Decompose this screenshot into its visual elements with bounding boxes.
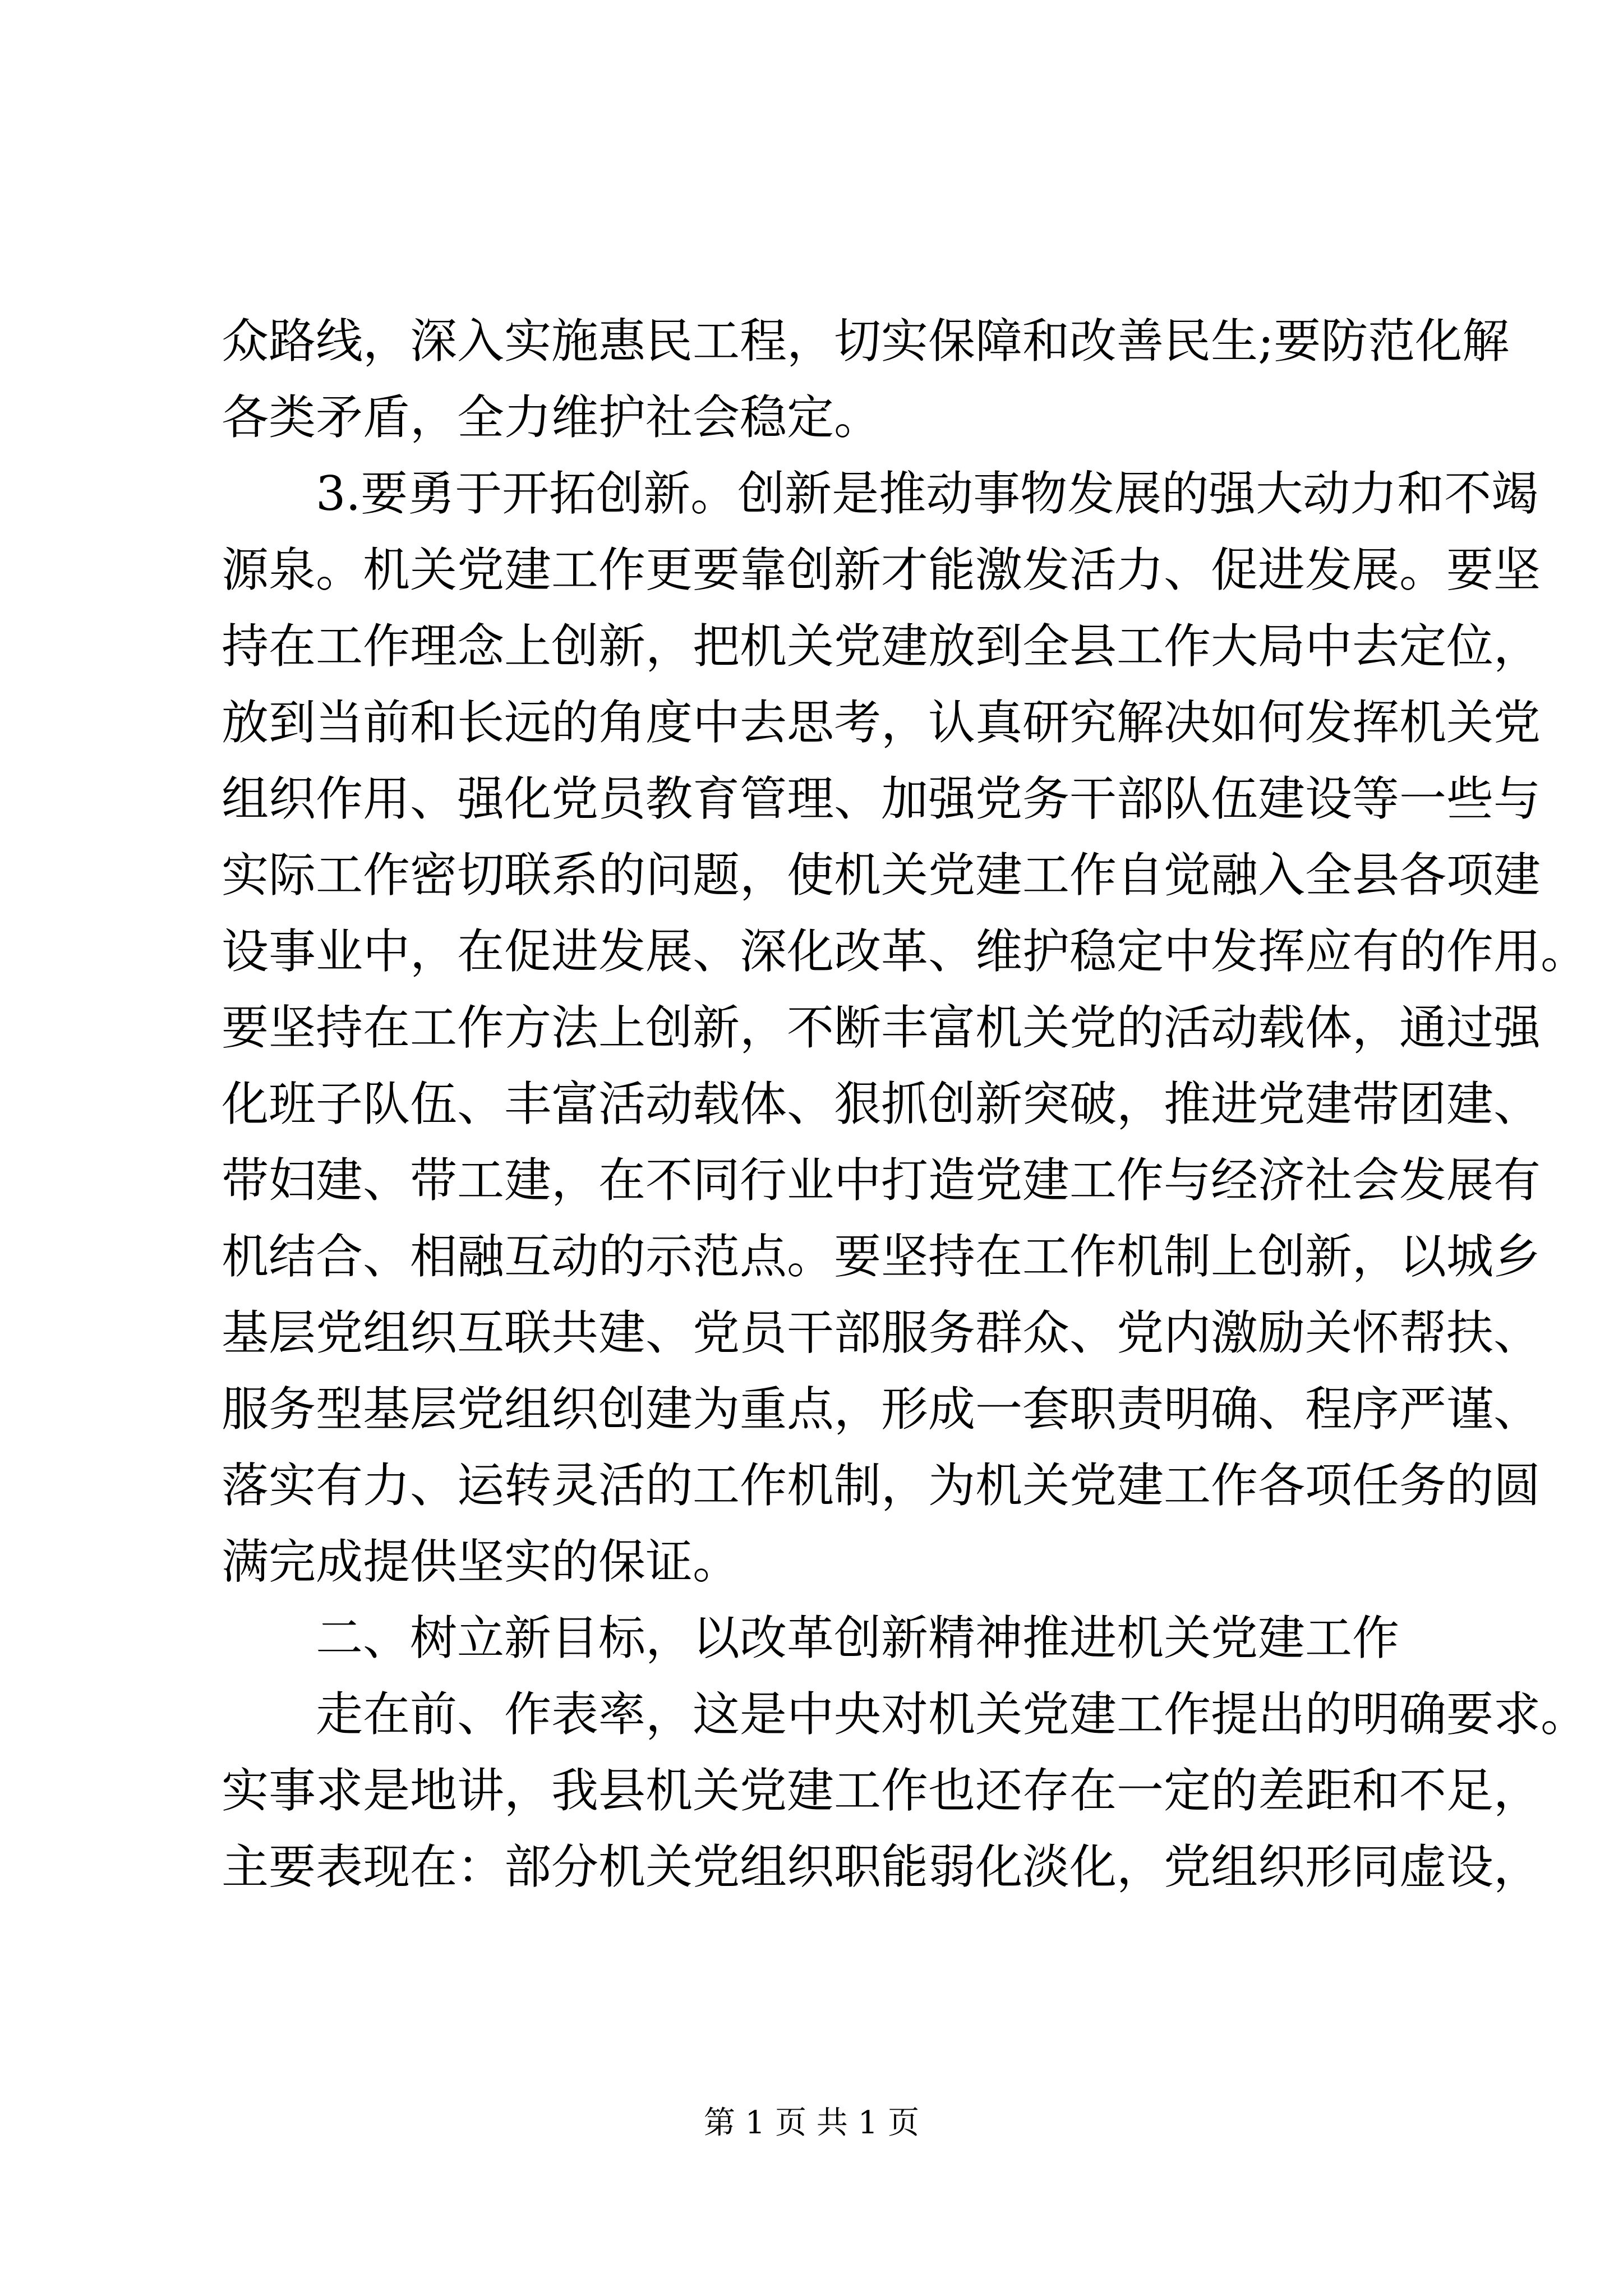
text-line: 实际工作密切联系的问题，使机关党建工作自觉融入全县各项建 (222, 848, 1541, 903)
text-line: 满完成提供坚实的保证。 (222, 1534, 740, 1589)
text-line: 落实有力、运转灵活的工作机制，为机关党建工作各项任务的圆 (222, 1458, 1541, 1513)
text-line: 机结合、相融互动的示范点。要坚持在工作机制上创新，以城乡 (222, 1229, 1541, 1284)
text-line: 源泉。机关党建工作更要靠创新才能激发活力、促进发展。要坚 (222, 542, 1541, 597)
text-line: 众路线，深入实施惠民工程，切实保障和改善民生;要防范化解 (222, 314, 1510, 369)
text-line: 带妇建、带工建，在不同行业中打造党建工作与经济社会发展有 (222, 1153, 1541, 1208)
body-text (222, 303, 1588, 1905)
text-line: 要坚持在工作方法上创新，不断丰富机关党的活动载体，通过强 (222, 1000, 1541, 1055)
text-line: 各类矛盾，全力维护社会稳定。 (222, 390, 882, 445)
text-line: 主要表现在：部分机关党组织职能弱化淡化，党组织形同虚设， (222, 1839, 1541, 1894)
text-line: 3.要勇于开拓创新。创新是推动事物发展的强大动力和不竭 (316, 466, 1539, 521)
text-line: 放到当前和长远的角度中去思考，认真研究解决如何发挥机关党 (222, 695, 1541, 750)
text-line: 持在工作理念上创新，把机关党建放到全县工作大局中去定位， (222, 619, 1541, 674)
text-line: 服务型基层党组织创建为重点，形成一套职责明确、程序严谨、 (222, 1382, 1541, 1437)
text-line: 组织作用、强化党员教育管理、加强党务干部队伍建设等一些与 (222, 771, 1541, 826)
text-line: 设事业中，在促进发展、深化改革、维护稳定中发挥应有的作用。 (222, 924, 1588, 979)
text-line: 化班子队伍、丰富活动载体、狠抓创新突破，推进党建带团建、 (222, 1076, 1541, 1131)
section-heading: 二、树立新目标，以改革创新精神推进机关党建工作 (316, 1611, 1400, 1665)
text-line: 基层党组织互联共建、党员干部服务群众、党内激励关怀帮扶、 (222, 1305, 1541, 1360)
text-line: 实事求是地讲，我县机关党建工作也还存在一定的差距和不足， (222, 1763, 1541, 1818)
text-line: 走在前、作表率，这是中央对机关党建工作提出的明确要求。 (316, 1687, 1588, 1742)
page-footer: 第 1 页 共 1 页 (703, 2105, 920, 2141)
